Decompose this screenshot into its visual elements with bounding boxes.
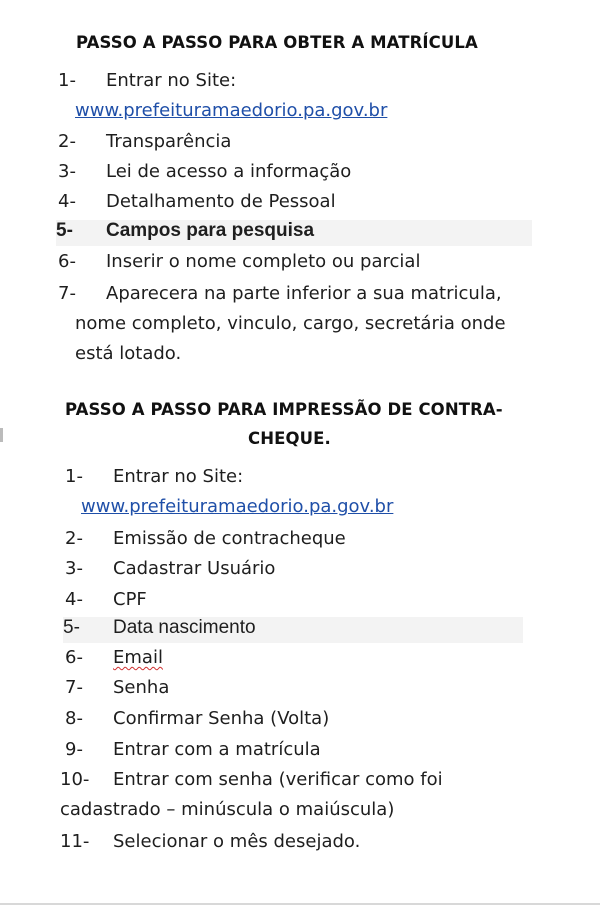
section1-title: PASSO A PASSO PARA OBTER A MATRÍCULA [76, 33, 478, 52]
step-number: 1- [58, 70, 76, 91]
step-number: 6- [65, 647, 83, 668]
s1-step-6 [58, 251, 421, 272]
step-number: 10- [60, 769, 90, 790]
s1-step-2 [58, 131, 232, 152]
margin-mark [0, 428, 3, 442]
s1-step-5 [56, 220, 532, 246]
step-number: 8- [65, 708, 83, 729]
step-text: Aparecera na parte inferior a sua matricula, [106, 283, 502, 304]
step-number: 4- [65, 589, 83, 610]
s1-step-7-continuation: nome completo, vinculo, cargo, secretária onde [75, 313, 506, 334]
step-text: Entrar com a matrícula [113, 739, 321, 760]
step-number: 5- [56, 220, 73, 241]
s2-step-7 [65, 677, 170, 698]
s1-step-7 [58, 283, 502, 304]
step-text: Emissão de contracheque [113, 528, 346, 549]
step-number: 3- [58, 161, 76, 182]
s2-step-6 [65, 647, 163, 668]
step-number: 4- [58, 191, 76, 212]
s1-site-link[interactable]: www.prefeituramaedorio.pa.gov.br [75, 100, 388, 121]
step-text: Cadastrar Usuário [113, 558, 276, 579]
s2-step-10-continuation: cadastrado – minúscula o maiúscula) [60, 799, 395, 820]
s2-step-11 [60, 831, 361, 852]
step-text: Lei de acesso a informação [106, 161, 352, 182]
step-number: 1- [65, 466, 83, 487]
step-text: Entrar no Site: [106, 70, 237, 91]
s2-site-link[interactable]: www.prefeituramaedorio.pa.gov.br [81, 496, 394, 517]
s1-step-1 [58, 70, 237, 91]
step-number: 7- [65, 677, 83, 698]
step-text: Data nascimento [113, 617, 256, 638]
s1-step-7-continuation: está lotado. [75, 343, 182, 364]
s2-step-8 [65, 708, 330, 729]
step-text: Transparência [106, 131, 232, 152]
s2-step-2 [65, 528, 346, 549]
step-number: 2- [65, 528, 83, 549]
s2-step-3 [65, 558, 276, 579]
step-text: Confirmar Senha (Volta) [113, 708, 330, 729]
s1-step-4 [58, 191, 336, 212]
step-text: Email [113, 647, 163, 668]
step-number: 7- [58, 283, 76, 304]
s2-step-9 [65, 739, 321, 760]
step-text: Senha [113, 677, 170, 698]
step-text: Inserir o nome completo ou parcial [106, 251, 421, 272]
section2-title-line2: CHEQUE. [248, 429, 331, 448]
s2-step-1 [65, 466, 244, 487]
s1-step-3 [58, 161, 352, 182]
step-number: 6- [58, 251, 76, 272]
step-number: 9- [65, 739, 83, 760]
s2-step-10 [60, 769, 443, 790]
step-number: 11- [60, 831, 90, 852]
step-text: Selecionar o mês desejado. [113, 831, 361, 852]
section2-title-line1: PASSO A PASSO PARA IMPRESSÃO DE CONTRA- [65, 400, 503, 419]
step-number: 2- [58, 131, 76, 152]
step-text: CPF [113, 589, 147, 610]
s2-step-5 [63, 617, 523, 643]
step-text: Detalhamento de Pessoal [106, 191, 336, 212]
step-text: Entrar no Site: [113, 466, 244, 487]
s2-step-4 [65, 589, 147, 610]
step-number: 5- [63, 617, 80, 638]
step-text: Campos para pesquisa [106, 220, 315, 241]
step-number: 3- [65, 558, 83, 579]
step-text: Entrar com senha (verificar como foi [113, 769, 443, 790]
